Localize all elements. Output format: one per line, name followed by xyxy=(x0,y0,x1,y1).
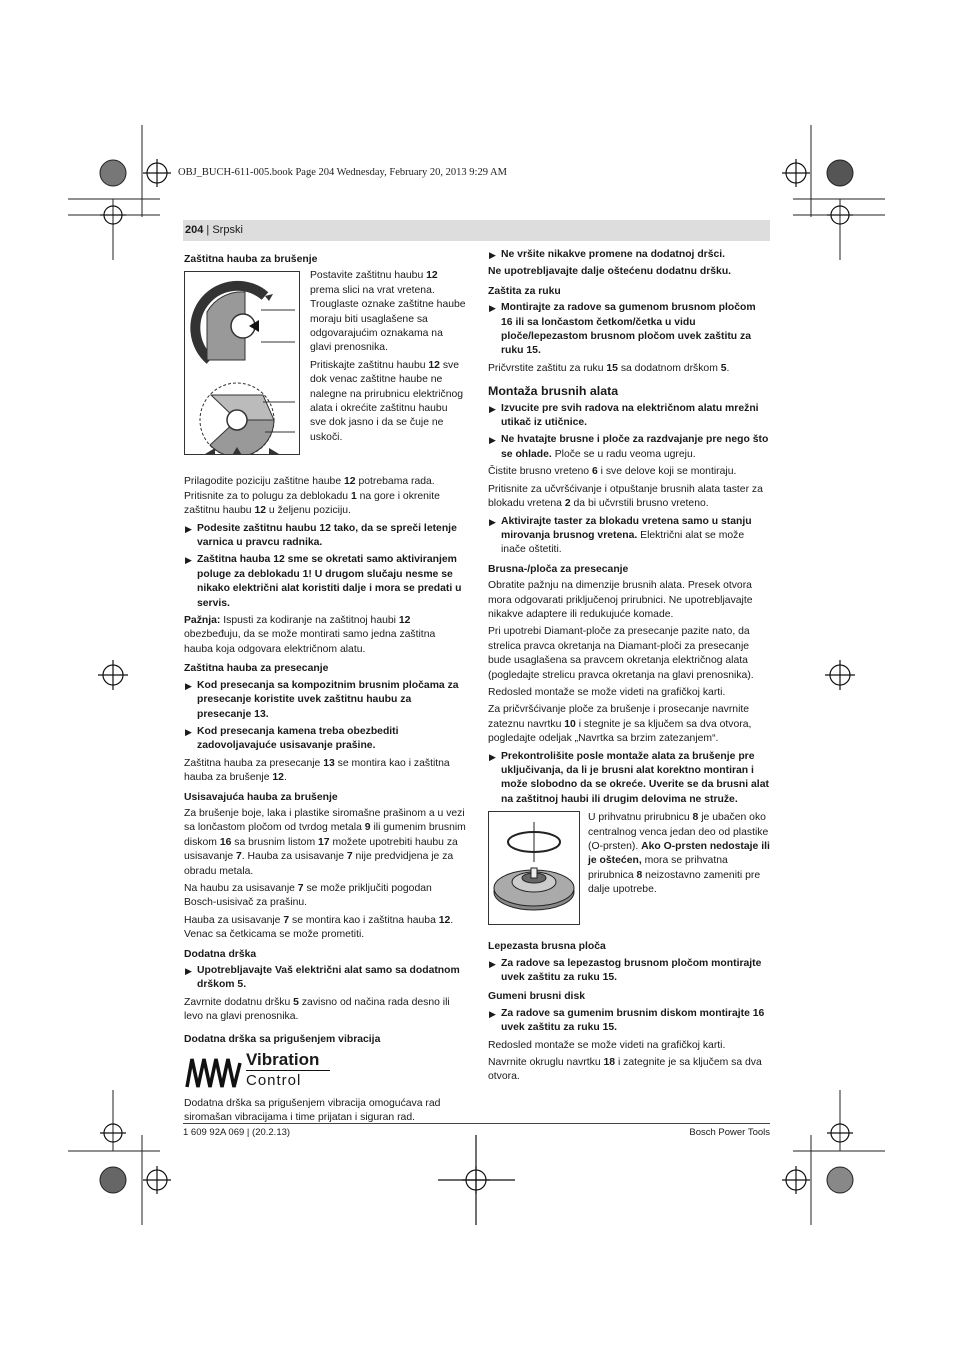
bullet-arrow-icon: ▶ xyxy=(185,966,192,976)
vibration-control-logo xyxy=(184,1051,466,1095)
left-column xyxy=(184,248,466,1129)
bullet-arrow-icon: ▶ xyxy=(185,523,192,534)
heading-hand-guard: Zaštita za ruku xyxy=(488,285,561,297)
paragraph: Prilagodite poziciju zaštitne haube 12 potrebama rada. Pritisnite za to polugu za deblokadu 1 na gore i okrenite zaštitnu haubu 12 u željenu poziciju. xyxy=(184,476,440,517)
paragraph: Ne upotrebljavajte dalje oštećenu dodatnu dršku. xyxy=(488,266,732,278)
paragraph: Zaštitna hauba za presecanje 13 se montira kao i zaštitna hauba za brušenje 12. xyxy=(184,757,450,784)
logo-word-vibration: Vibration xyxy=(246,1050,320,1070)
heading-cutting-disc: Brusna-/ploča za presecanje xyxy=(488,563,629,575)
guard-fig-text-2: Pritiskajte zaštitnu haubu 12 sve dok venac zaštitne haube ne nalegne na prirubnicu električnog alata i okrećite zaštitnu haubu sve dok jasno i da se čuje ne uskoči. xyxy=(310,359,464,443)
bullet-item: ▶ Aktivirajte taster za blokadu vretena samo u stanju mirovanja brusnog vretena. Električni alat se može inače oštetiti. xyxy=(489,515,752,556)
heading-grinding-guard: Zaštitna hauba za brušenje xyxy=(184,254,318,265)
bullet-arrow-icon: ▶ xyxy=(489,958,496,969)
paragraph: Pri upotrebi Diamant-ploče za presecanje pazite nato, da strelica pravca okretanja na Diamant-ploči za presecanje bude usaglašena sa pravcem okretanja električnog alata (pogledajte strelicu pravca okretanja na glavi prenosnika). xyxy=(488,626,754,681)
paragraph: Za brušenje boje, laka i plastike siromašne prašinom a u vezi sa lončastom pločom od tvrdog metala 9 ili gumenim brusnim diskom 16 sa brusnim listom 17 možete upotrebiti haubu za usisavanje 7. Hauba za usisavanje 7 nije predvidjena je za obradu metala. xyxy=(184,807,466,877)
bullet-item: ▶ Upotrebljavajte Vaš električni alat samo sa dodatnom drškom 5. xyxy=(185,965,460,991)
bullet-arrow-icon: ▶ xyxy=(489,1008,496,1019)
heading-extraction-hood: Usisavajuća hauba za brušenje xyxy=(184,791,338,803)
bullet-arrow-icon: ▶ xyxy=(185,680,192,691)
paragraph: Pričvrstite zaštitu za ruku 15 sa dodatnom drškom 5. xyxy=(488,362,730,374)
header-separator: | xyxy=(203,224,213,236)
bullet-item: ▶ Prekontrolišite posle montaže alata za brušenje pre uključivanja, da li je brusni alat korektno montiran i može slobodno da se okreće. Uverite se da brusni alat na zaštitnoj haubi ili drugim delovima ne struže. xyxy=(489,750,769,805)
paragraph: Pažnja: Ispusti za kodiranje na zaštitnoj haubi 12 obezbeđuju, da se može montirati samo jedna zaštitna hauba koja odgovara električnom alatu. xyxy=(184,615,436,655)
bullet-item: ▶ Kod presecanja sa kompozitnim brusnim pločama za presecanje koristite uvek zaštitnu haubu za presecanje 13. xyxy=(185,679,459,720)
figure-o-ring xyxy=(488,811,580,925)
paragraph: Obratite pažnju na dimenzije brusnih alata. Presek otvora mora odgovarati priključenoj prirubnici. Ne upotrebljavajte nikakve adaptere ili redukujuće komade. xyxy=(488,580,753,620)
heading-rubber-disc: Gumeni brusni disk xyxy=(488,991,585,1003)
bullet-item: ▶ Ne hvatajte brusne i ploče za razdvajanje pre nego što se ohlade. Ploče se u radu veoma ugreju. xyxy=(489,434,769,460)
bullet-item: ▶ Za radove sa lepezastog brusnom pločom montirajte uvek zaštitu za ruku 15. xyxy=(489,957,762,984)
page-number: 204 xyxy=(185,224,204,236)
paragraph: Navrnite okruglu navrtku 18 i zategnite je sa ključem sa dva otvora. xyxy=(488,1057,762,1083)
o-ring-flange-illustration xyxy=(489,812,579,924)
footer-doc-number: 1 609 92A 069 | (20.2.13) xyxy=(183,1127,291,1138)
paragraph: Redosled montaže se može videti na grafičkoj karti. xyxy=(488,686,726,698)
header-language: Srpski xyxy=(212,224,243,236)
bullet-item: ▶ Ne vršite nikakve promene na dodatnoj dršci. xyxy=(488,248,770,262)
paragraph: Dodatna drška sa prigušenjem vibracija omogućava rad siromašan vibracijama i time prijatan i siguran rad. xyxy=(184,1098,441,1124)
bullet-arrow-icon: ▶ xyxy=(185,555,192,566)
page-header xyxy=(183,220,770,241)
paragraph: Redosled montaže se može videti na grafičkoj karti. xyxy=(488,1039,726,1051)
bullet-item: ▶ Za radove sa gumenim brusnim diskom montirajte 16 uvek zaštitu za ruku 15. xyxy=(489,1007,765,1034)
bullet-arrow-icon: ▶ xyxy=(185,726,192,737)
heading-auxiliary-handle: Dodatna drška xyxy=(184,948,257,960)
paragraph: Za pričvršćivanje ploče za brušenje i prosecanje navrnite zateznu navrtku 10 i stegnite je sa ključem sa dva otvora, pogledajte odeljak „Navrtka sa brzim zatezanjem“. xyxy=(488,704,752,745)
bullet-item: ▶ Izvucite pre svih radova na električnom alatu mrežni utikač iz utičnice. xyxy=(489,402,759,429)
heading-flap-disc: Lepezasta brusna ploča xyxy=(488,941,606,953)
right-column xyxy=(488,248,770,1088)
guard-illustration xyxy=(185,272,299,454)
paragraph: Pritisnite za učvršćivanje i otpuštanje brusnih alata taster za blokadu vretena 2 da bi učvrstili brusno vreteno. xyxy=(488,483,763,510)
heading-vibration-handle: Dodatna drška sa prigušenjem vibracija xyxy=(184,1033,381,1045)
logo-word-control: Control xyxy=(246,1072,302,1090)
heading-cutting-guard: Zaštitna hauba za presecanje xyxy=(184,663,329,675)
bullet-arrow-icon: ▶ xyxy=(489,516,496,527)
heading-mounting-tools: Montaža brusnih alata xyxy=(488,384,619,399)
bullet-item: ▶ Kod presecanja kamena treba obezbediti zadovoljavajuće usisavanje prašine. xyxy=(185,725,399,752)
bullet-arrow-icon: ▶ xyxy=(489,435,496,446)
bullet-arrow-icon: ▶ xyxy=(489,403,496,414)
bullet-item: ▶ Montirajte za radove sa gumenom brusnom pločom 16 ili sa lončastom četkom/četka u vidu ploče/lepezastom brusnom pločom uvek zaštitu za ruku 15. xyxy=(489,302,756,357)
paragraph: Hauba za usisavanje 7 se montira kao i zaštitna hauba 12. Venac sa četkicama se može prometiti. xyxy=(184,914,454,941)
bullet-arrow-icon: ▶ xyxy=(489,303,496,314)
o-ring-fig-text: U prihvatnu prirubnicu 8 je ubačen oko centralnog venca jedan deo od plastike (O-prsten). Ako O-prsten nedostaje ili je oštećen, mora se prihvatna prirubnica 8 neizostavno zameniti pre dalje upotrebe. xyxy=(588,812,770,896)
bullet-item: ▶ Zaštitna hauba 12 sme se okretati samo aktiviranjem poluge za deblokadu 1! U drugom slučaju nesme se nikako električni alat koristiti dalje i mora se predati u servis. xyxy=(185,554,462,609)
guard-fig-text-1: Postavite zaštitnu haubu 12 prema slici na vrat vretena. Trouglaste oznake zaštitne haube moraju biti usaglašene sa odgovarajućim oznakama na glavi prenosnika. xyxy=(310,270,466,354)
slug-line: OBJ_BUCH-611-005.book Page 204 Wednesday, February 20, 2013 9:29 AM xyxy=(178,167,507,178)
vibration-wave-icon xyxy=(184,1053,244,1093)
paragraph: Čistite brusno vreteno 6 i sve delove koji se montiraju. xyxy=(488,466,737,478)
bullet-arrow-icon: ▶ xyxy=(489,250,496,260)
footer-brand: Bosch Power Tools xyxy=(689,1127,770,1138)
bullet-arrow-icon: ▶ xyxy=(489,751,496,762)
paragraph: Na haubu za usisavanje 7 se može priključiti pogodan Bosch-usisivač za prašinu. xyxy=(184,882,432,909)
figure-guard-mounting xyxy=(184,271,300,455)
paragraph: Zavrnite dodatnu dršku 5 zavisno od načina rada desno ili levo na glavi prenosnika. xyxy=(184,996,450,1023)
page-footer xyxy=(183,1123,770,1138)
bullet-item: ▶ Podesite zaštitnu haubu 12 tako, da se spreči letenje varnica u pravcu radnika. xyxy=(185,522,457,549)
